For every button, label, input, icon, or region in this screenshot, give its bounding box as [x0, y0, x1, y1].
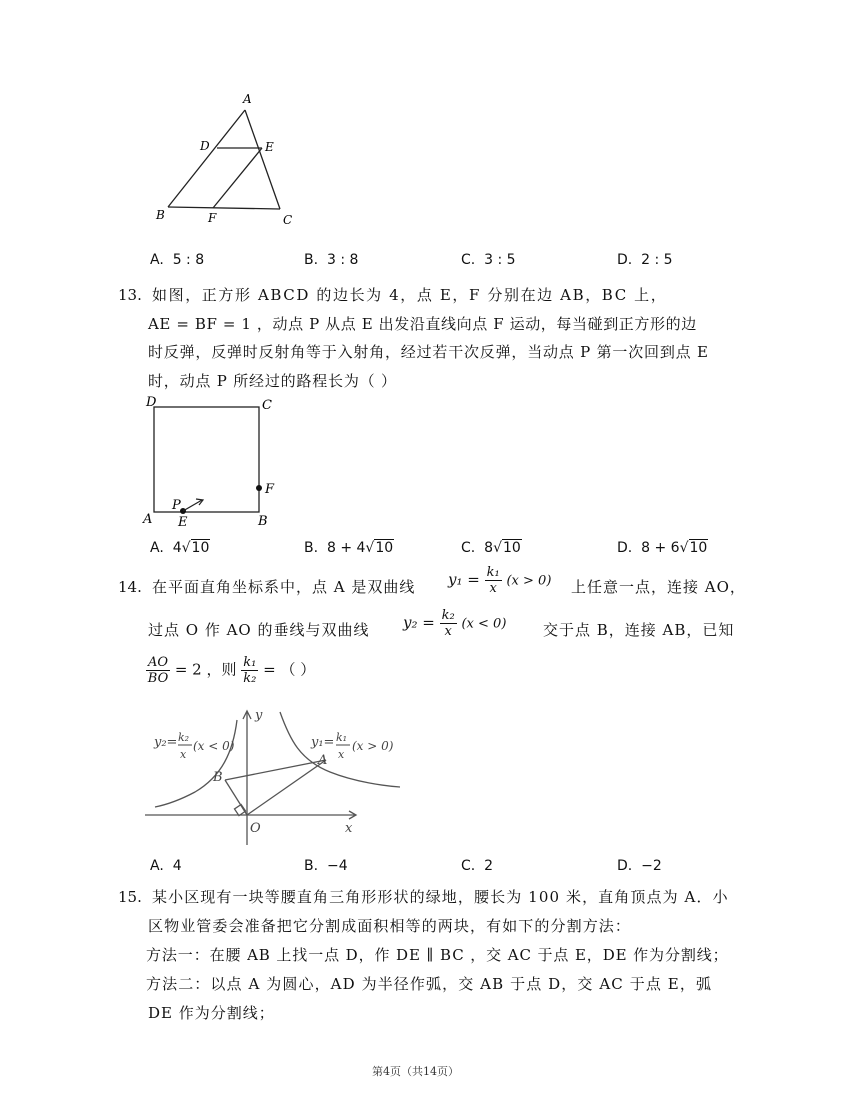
q14-line-1-tail: 上任意一点，连接 AO，: [571, 578, 746, 596]
q12-option-a[interactable]: A. 5 : 8: [150, 252, 205, 268]
q13-label-C: C: [262, 398, 272, 413]
q14-option-c[interactable]: C. 2: [461, 858, 494, 874]
q14-fig-x-label: x: [345, 821, 353, 836]
q14-fig-B-label: B: [213, 770, 223, 785]
q13-option-d-radicand: 10: [689, 540, 708, 556]
q13-line-2: AE = BF = 1 ，动点 P 从点 E 出发沿直线向点 F 运动，每当碰到正方形的边: [148, 315, 697, 333]
q13-option-c-text: 8: [484, 540, 494, 556]
q13-option-b-text: 8 + 4: [326, 540, 366, 556]
q13-option-a[interactable]: A. 4√10: [150, 540, 210, 556]
q14-line-1-text: 在平面直角坐标系中，点 A 是双曲线: [152, 578, 416, 596]
q15-line-5: DE 作为分割线；: [148, 1004, 275, 1022]
q14-line-2-text: 过点 O 作 AO 的垂线与双曲线: [148, 621, 370, 639]
q13-line-3: 时反弹，反弹时反射角等于入射角，经过若干次反弹，当动点 P 第一次回到点 E: [148, 343, 709, 361]
q14-fig-k1: k₁: [336, 731, 348, 744]
q13-label-P: P: [172, 498, 181, 513]
q13-option-d-text: 8 + 6: [641, 540, 680, 556]
q12-option-b-text: 3 : 8: [326, 252, 359, 268]
q13-option-c[interactable]: C. 8√10: [461, 540, 521, 556]
q12-option-a-text: 5 : 8: [172, 252, 205, 268]
q12-option-d-text: 2 : 5: [641, 252, 673, 268]
q14-fig-O-label: O: [250, 821, 261, 836]
q14-option-c-text: 2: [484, 858, 494, 874]
q13-option-d[interactable]: D. 8 + 6√10: [617, 540, 708, 556]
q13-label-D: D: [146, 395, 157, 410]
q15-line-3: 方法一：在腰 AB 上找一点 D，作 DE ∥ BC ，交 AC 于点 E，DE 作为分割线；: [146, 946, 729, 964]
q13-line-1: 如图，正方形 ABCD 的边长为 4，点 E，F 分别在边 AB，BC 上，: [152, 286, 668, 304]
q13-option-a-text: 4: [172, 540, 182, 556]
q14-option-a-text: 4: [172, 858, 182, 874]
q13-option-a-radicand: 10: [191, 540, 210, 556]
q14-option-b-text: −4: [326, 858, 348, 874]
q13-number: 13.: [118, 286, 142, 304]
q15-line-1: 某小区现有一块等腰直角三角形形状的绿地，腰长为 100 米，直角顶点为 A．小: [152, 888, 729, 906]
q12-label-A: A: [243, 92, 252, 106]
q12-label-B: B: [156, 208, 165, 222]
q15-line-2: 区物业管委会准备把它分割成面积相等的两块，有如下的分割方法：: [148, 917, 632, 935]
q13-label-B: B: [258, 514, 268, 529]
q12-option-c[interactable]: C. 3 : 5: [461, 252, 516, 268]
q12-label-C: C: [283, 213, 293, 227]
q13-option-b[interactable]: B. 8 + 4√10: [304, 540, 394, 556]
q14-fig-c2: (x < 0): [193, 739, 235, 753]
q13-option-c-radicand: 10: [502, 540, 521, 556]
q14-option-d[interactable]: D. −2: [617, 858, 662, 874]
q14-hyperbola-2-formula: y₂ = $\frac{\text{k₂}}{x}$ (x < 0): [403, 608, 507, 639]
q15-line-4: 方法二：以点 A 为圆心，AD 为半径作弧，交 AB 于点 D，交 AC 于点 E，弧: [146, 975, 713, 993]
q13-line-4: 时，动点 P 所经过的路程长为（ ）: [148, 372, 397, 390]
q14-fig-y1: y₁=: [311, 735, 335, 750]
q12-label-D: D: [200, 139, 210, 153]
q14-fig-y2: y₂=: [154, 735, 178, 750]
q14-hyperbola-branch-left: [155, 720, 237, 807]
q14-number: 14.: [118, 578, 142, 596]
q12-label-F: F: [208, 211, 217, 225]
q14-fig-y-label: y: [255, 708, 263, 723]
q14-hyperbola-1-formula: y₁ = $\frac{\text{k₁}}{x}$ (x > 0): [448, 565, 552, 596]
q14-fig-k2: k₂: [178, 731, 190, 744]
q12-option-b[interactable]: B. 3 : 8: [304, 252, 359, 268]
q14-option-a[interactable]: A. 4: [150, 858, 182, 874]
q15-number: 15.: [118, 888, 142, 906]
q14-line-3: $\frac{AO}{BO}$ = 2 ，则 $\frac{\text{k₁}}{\text{k₂}}$ = （ ）: [147, 655, 316, 686]
q13-label-A: A: [143, 512, 153, 527]
q14-fig-x-den-1: x: [338, 748, 345, 761]
q14-fig-A-label: A: [318, 753, 328, 768]
q12-option-c-text: 3 : 5: [484, 252, 516, 268]
q12-label-E: E: [265, 140, 274, 154]
q14-option-d-text: −2: [641, 858, 662, 874]
q13-label-E: E: [178, 515, 188, 530]
page-footer: 第4页（共14页）: [372, 1065, 459, 1078]
q14-fig-x-den-2: x: [180, 748, 187, 761]
q14-line-2-tail: 交于点 B，连接 AB，已知: [543, 621, 735, 639]
q12-option-d[interactable]: D. 2 : 5: [617, 252, 673, 268]
q14-option-b[interactable]: B. −4: [304, 858, 348, 874]
q13-option-b-radicand: 10: [375, 540, 394, 556]
q13-label-F: F: [265, 482, 275, 497]
q14-fig-c1: (x > 0): [352, 739, 394, 753]
